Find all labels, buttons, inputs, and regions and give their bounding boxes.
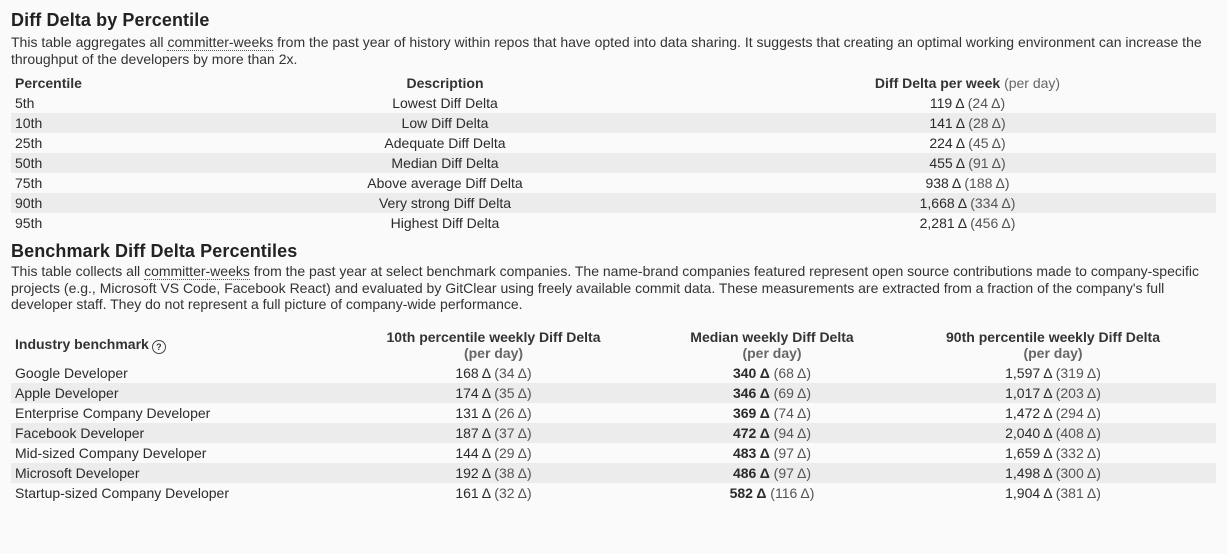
table-row — [11, 113, 1216, 133]
table-row — [11, 363, 1216, 383]
median-cell: 483 Δ (97 Δ) — [732, 444, 812, 461]
p10-cell: 192 Δ (38 Δ) — [333, 463, 654, 483]
table-row — [11, 153, 1216, 173]
table-row — [11, 93, 1216, 113]
percentile-table — [11, 73, 1216, 233]
p10-cell: 161 Δ (32 Δ) — [455, 484, 532, 501]
diff-delta-cell: 2,281 Δ (456 Δ) — [919, 215, 1016, 231]
benchmark-name-cell: Apple Developer — [11, 383, 333, 403]
median-cell: 340 Δ (68 Δ) — [732, 364, 812, 381]
description-cell: Low Diff Delta — [171, 113, 719, 133]
header-diff-delta: Diff Delta per week (per day) — [874, 75, 1061, 91]
committer-weeks-link[interactable]: committer-weeks — [144, 263, 250, 279]
table-row — [11, 383, 1216, 403]
table-row — [11, 443, 1216, 463]
committer-weeks-link[interactable]: committer-weeks — [167, 34, 274, 50]
p10-cell: 144 Δ (29 Δ) — [455, 444, 532, 461]
header-percentile: Percentile — [15, 75, 82, 91]
p10-cell: 187 Δ (37 Δ) — [333, 423, 654, 443]
section-title-benchmark: Benchmark Diff Delta Percentiles — [11, 241, 298, 261]
diff-delta-cell: 224 Δ (45 Δ) — [929, 135, 1006, 151]
description-cell: Above average Diff Delta — [367, 175, 523, 191]
benchmark-table — [11, 327, 1216, 503]
header-p90: 90th percentile weekly Diff Delta (per day) — [946, 328, 1160, 361]
benchmark-name-cell: Facebook Developer — [11, 423, 333, 443]
percentile-cell: 95th — [15, 215, 43, 231]
section-description-benchmark: This table collects all committer-weeks from the past year at select benchmark companies. The name-brand companies featured represent open source contributions made to company-specific projects (e.g., Microsoft VS Code, Facebook React) and evaluated by GitClear using freely available commit data. These measurements are extracted from a fraction of the company's full developer staff. They do not represent a full picture of company-wide performance. — [11, 263, 1199, 312]
median-cell: 346 Δ (69 Δ) — [654, 383, 890, 403]
p90-cell: 1,498 Δ (300 Δ) — [890, 463, 1216, 483]
header-p10: 10th percentile weekly Diff Delta (per day) — [386, 328, 601, 361]
percentile-cell: 5th — [15, 95, 35, 111]
diff-delta-cell: 455 Δ (91 Δ) — [719, 153, 1216, 173]
description-cell: Lowest Diff Delta — [392, 95, 498, 111]
table-row — [11, 403, 1216, 423]
p90-cell: 1,659 Δ (332 Δ) — [1005, 444, 1101, 461]
benchmark-name-cell: Startup-sized Company Developer — [15, 484, 229, 501]
p10-cell: 168 Δ (34 Δ) — [455, 364, 532, 381]
percentile-cell: 50th — [11, 153, 171, 173]
table-row — [11, 463, 1216, 483]
description-cell: Adequate Diff Delta — [384, 135, 506, 151]
header-industry-benchmark: Industry benchmark ? — [11, 327, 333, 363]
percentile-cell: 75th — [15, 175, 43, 191]
table-row — [11, 133, 1216, 153]
p90-cell: 1,904 Δ (381 Δ) — [1005, 484, 1101, 501]
diff-delta-cell: 938 Δ (188 Δ) — [925, 175, 1010, 191]
p90-cell: 1,472 Δ (294 Δ) — [1005, 404, 1101, 421]
p90-cell: 1,017 Δ (203 Δ) — [890, 383, 1216, 403]
table-row — [11, 213, 1216, 233]
p90-cell: 1,597 Δ (319 Δ) — [1005, 364, 1101, 381]
description-cell: Highest Diff Delta — [390, 215, 500, 231]
table-row — [11, 423, 1216, 443]
percentile-cell: 10th — [11, 113, 171, 133]
table-row — [11, 193, 1216, 213]
median-cell: 486 Δ (97 Δ) — [654, 463, 890, 483]
diff-delta-cell: 119 Δ (24 Δ) — [929, 95, 1006, 111]
p90-cell: 2,040 Δ (408 Δ) — [890, 423, 1216, 443]
table-row — [11, 173, 1216, 193]
p10-cell: 174 Δ (35 Δ) — [333, 383, 654, 403]
description-cell: Median Diff Delta — [171, 153, 719, 173]
percentile-cell: 25th — [15, 135, 43, 151]
table-row — [11, 483, 1216, 503]
benchmark-name-cell: Enterprise Company Developer — [15, 404, 211, 421]
description-cell: Very strong Diff Delta — [171, 193, 719, 213]
median-cell: 369 Δ (74 Δ) — [732, 404, 812, 421]
diff-delta-cell: 1,668 Δ (334 Δ) — [719, 193, 1216, 213]
header-median: Median weekly Diff Delta (per day) — [690, 328, 854, 361]
section-description-percentile: This table aggregates all committer-weeks from the past year of history within repos that have opted into data sharing. It suggests that creating an optimal working environment can increase the throughput of the developers by more than 2x. — [11, 34, 1202, 67]
percentile-cell: 90th — [11, 193, 171, 213]
benchmark-name-cell: Mid-sized Company Developer — [15, 444, 207, 461]
benchmark-name-cell: Microsoft Developer — [11, 463, 333, 483]
median-cell: 472 Δ (94 Δ) — [654, 423, 890, 443]
diff-delta-cell: 141 Δ (28 Δ) — [719, 113, 1216, 133]
benchmark-name-cell: Google Developer — [15, 364, 128, 381]
header-description: Description — [406, 75, 484, 91]
help-icon[interactable]: ? — [152, 340, 166, 354]
p10-cell: 131 Δ (26 Δ) — [455, 404, 532, 421]
section-title-percentile: Diff Delta by Percentile — [11, 10, 210, 30]
median-cell: 582 Δ (116 Δ) — [729, 484, 815, 501]
